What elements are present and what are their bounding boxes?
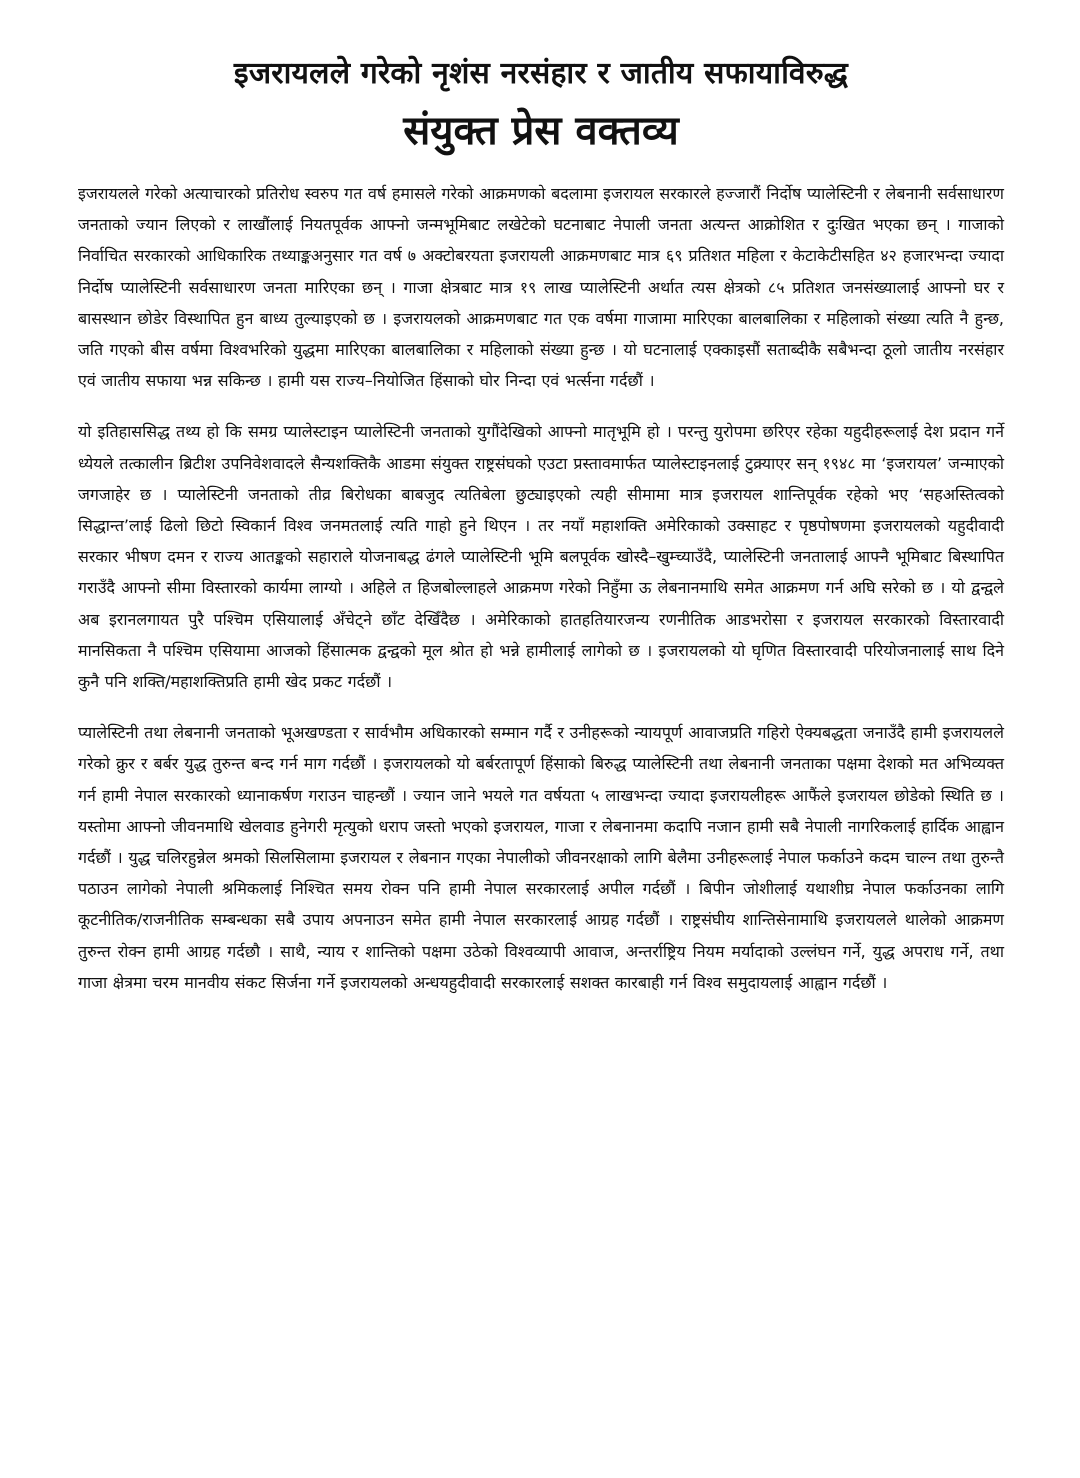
document-subtitle: संयुक्त प्रेस वक्तव्य	[403, 108, 679, 154]
paragraph-3: प्यालेस्टिनी तथा लेबनानी जनताको भूअखण्डता र सार्वभौम अधिकारको सम्मान गर्दै र उनीहरूको न्यायपूर्ण आवाजप्रति गहिरो ऐक्यबद्धता जनाउँदै हामी इजरायलले गरेको क्रुर र बर्बर युद्ध तुरुन्त बन्द गर्न माग गर्दछौं । इजरायलको यो बर्बरतापूर्ण हिंसाको बिरुद्ध प्यालेस्टिनी तथा लेबनानी जनताका पक्षमा देशको मत अभिव्यक्त गर्न हामी नेपाल सरकारको ध्यानाकर्षण गराउन चाहन्छौं । ज्यान जाने भयले गत वर्षयता ५ लाखभन्दा ज्यादा इजरायलीहरू आफैंले इजरायल छोडेको स्थिति छ । यस्तोमा आफ्नो जीवनमाथि खेलवाड हुनेगरी मृत्युको धराप जस्तो भएको इजरायल, गाजा र लेबनानमा कदापि नजान हामी सबै नेपाली नागरिकलाई हार्दिक आह्वान गर्दछौं । युद्ध चलिरहुन्नेल श्रमको सिलसिलामा इजरायल र लेबनान गएका नेपालीको जीवनरक्षाको लागि बेलैमा उनीहरूलाई नेपाल फर्काउने कदम चाल्न तथा तुरुन्तै पठाउन लागेको नेपाली श्रमिकलाई निश्चित समय रोक्न पनि हामी नेपाल सरकारलाई अपील गर्दछौं । बिपीन जोशीलाई यथाशीघ्र नेपाल फर्काउनका लागि कूटनीतिक/राजनीतिक सम्बन्धका सबै उपाय अपनाउन समेत हामी नेपाल सरकारलाई आग्रह गर्दछौं । राष्ट्रसंघीय शान्तिसेनामाथि इजरायलले थालेको आक्रमण तुरुन्त रोक्न हामी आग्रह गर्दछौ । साथै, न्याय र शान्तिको पक्षमा उठेको विश्वव्यापी आवाज, अन्तर्राष्ट्रिय नियम मर्यादाको उल्लंघन गर्ने, युद्ध अपराध गर्ने, तथा गाजा क्षेत्रमा चरम मानवीय संकट सिर्जना गर्ने इजरायलको अन्धयहुदीवादी सरकारलाई सशक्त कारबाही गर्न विश्व समुदायलाई आह्वान गर्दछौं ।	[78, 723, 1004, 992]
statement-body	[78, 178, 1004, 998]
paragraph-2: यो इतिहाससिद्ध तथ्य हो कि समग्र प्यालेस्टाइन प्यालेस्टिनी जनताको युगौंदेखिको आफ्नो मातृभूमि हो । परन्तु युरोपमा छरिएर रहेका यहुदीहरूलाई देश प्रदान गर्ने ध्येयले तत्कालीन ब्रिटीश उपनिवेशवादले सैन्यशक्तिकै आडमा संयुक्त राष्ट्रसंघको एउटा प्रस्तावमार्फत प्यालेस्टाइनलाई टुक्र्याएर सन् १९४८ मा ‘इजरायल’ जन्माएको जगजाहेर छ । प्यालेस्टिनी जनताको तीव्र बिरोधका बाबजुद त्यतिबेला छुट्याइएको त्यही सीमामा मात्र इजरायल शान्तिपूर्वक रहेको भए ‘सहअस्तित्वको सिद्धान्त’लाई ढिलो छिटो स्विकार्न विश्व जनमतलाई त्यति गाहो हुने थिएन । तर नयाँ महाशक्ति अमेरिकाको उक्साहट र पृष्ठपोषणमा इजरायलको यहुदीवादी सरकार भीषण दमन र राज्य आतङ्कको सहाराले योजनाबद्ध ढंगले प्यालेस्टिनी भूमि बलपूर्वक खोस्दै–खुम्च्याउँदै, प्यालेस्टिनी जनतालाई आफ्नै भूमिबाट बिस्थापित गराउँदै आफ्नो सीमा विस्तारको कार्यमा लाग्यो । अहिले त हिजबोल्लाहले आक्रमण गरेको निहुँमा ऊ लेबनानमाथि समेत आक्रमण गर्न अघि सरेको छ । यो द्वन्द्वले अब इरानलगायत पुरै पश्चिम एसियालाई अँचेट्ने छाँट देखिँदैछ । अमेरिकाको हातहतियारजन्य रणनीतिक आडभरोसा र इजरायल सरकारको विस्तारवादी मानसिकता नै पश्चिम एसियामा आजको हिंसात्मक द्वन्द्वको मूल श्रोत हो भन्ने हामीलाई लागेको छ । इजरायलको यो घृणित विस्तारवादी परियोजनालाई साथ दिने कुनै पनि शक्ति/महाशक्तिप्रति हामी खेद प्रकट गर्दछौं ।	[78, 422, 1004, 692]
document-title: इजरायलले गरेको नृशंस नरसंहार र जातीय सफायाविरुद्ध	[233, 56, 849, 91]
paragraph-1: इजरायलले गरेको अत्याचारको प्रतिरोध स्वरुप गत वर्ष हमासले गरेको आक्रमणको बदलामा इजरायल सरकारले हज्जारौं निर्दोष प्यालेस्टिनी र लेबनानी सर्वसाधारण जनताको ज्यान लिएको र लाखौंलाई नियतपूर्वक आफ्नो जन्मभूमिबाट लखेटेको घटनाबाट नेपाली जनता अत्यन्त आक्रोशित र दुःखित भएका छन् । गाजाको निर्वाचित सरकारको आधिकारिक तथ्याङ्कअनुसार गत वर्ष ७ अक्टोबरयता इजरायली आक्रमणबाट मात्र ६९ प्रतिशत महिला र केटाकेटीसहित ४२ हजारभन्दा ज्यादा निर्दोष प्यालेस्टिनी सर्वसाधारण जनता मारिएका छन् । गाजा क्षेत्रबाट मात्र १९ लाख प्यालेस्टिनी अर्थात त्यस क्षेत्रको ८५ प्रतिशत जनसंख्यालाई आफ्नो घर र बासस्थान छोडेर विस्थापित हुन बाध्य तुल्याइएको छ । इजरायलको आक्रमणबाट गत एक वर्षमा गाजामा मारिएका बालबालिका र महिलाको संख्या त्यति नै हुन्छ, जति गएको बीस वर्षमा विश्वभरिको युद्धमा मारिएका बालबालिका र महिलाको संख्या हुन्छ । यो घटनालाई एक्काइसौं सताब्दीकै सबैभन्दा ठूलो जातीय नरसंहार एवं जातीय सफाया भन्न सकिन्छ । हामी यस राज्य–नियोजित हिंसाको घोर निन्दा एवं भर्त्सना गर्दछौं ।	[78, 184, 1004, 391]
